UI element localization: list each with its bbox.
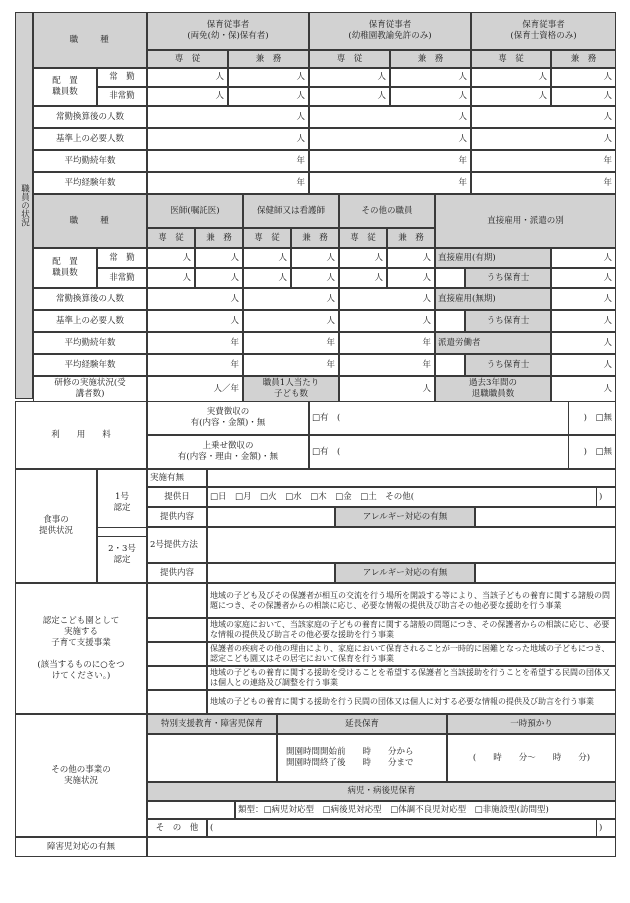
extra-fee-label: 上乗せ徴収の 有(内容・理由・金額)・無 [147, 435, 309, 469]
required-label-2: 基準上の必要人数 [33, 310, 147, 332]
count-cell[interactable]: 人 [551, 310, 616, 332]
year-cell[interactable]: 年 [339, 332, 435, 354]
direct-open-nursery-label: うち保育士 [465, 310, 551, 332]
count-cell[interactable]: 人 [291, 268, 339, 288]
special-support-value[interactable] [147, 734, 277, 782]
doctor-fulltime: 専 従 [147, 228, 195, 248]
year-cell[interactable]: 年 [243, 332, 339, 354]
cat-a-parttime: 兼 務 [228, 50, 309, 68]
direct-fixed-label: 直接雇用(有期) [435, 248, 551, 268]
support-item: 地域の子ども及びその保護者が相互の交流を行う場所を開設する等により、当該子どもの養育に関する諸般の問題につき、その保護者からの相談に応じ、必要な情報の提供及び助言その他必要な援助を行う事業 [207, 583, 616, 618]
doctor-parttime: 兼 務 [195, 228, 243, 248]
actual-fee-value[interactable]: □有 ( [309, 401, 569, 435]
other-program-close: ) [597, 819, 616, 837]
count-cell[interactable]: 人 [387, 268, 435, 288]
count-cell[interactable]: 人 [309, 106, 471, 128]
count-cell[interactable]: 人 [147, 288, 243, 310]
count-cell[interactable]: 人 [147, 106, 309, 128]
count-cell[interactable]: 人 [339, 310, 435, 332]
job-type-header: 職 種 [33, 12, 147, 68]
disabled-support-value[interactable] [147, 837, 616, 857]
count-cell[interactable]: 人 [387, 248, 435, 268]
support-item: 地域の子どもの養育に関する援助を行う民間の団体又は個人に対する必要な情報の提供及び助言を行う事業 [207, 690, 616, 714]
year-cell[interactable]: 年 [471, 150, 616, 172]
required-label: 基準上の必要人数 [33, 128, 147, 150]
direct-fixed-blank [435, 268, 465, 288]
count-cell[interactable]: 人 [339, 288, 435, 310]
cat-b-parttime: 兼 務 [390, 50, 471, 68]
count-cell[interactable]: 人 [551, 288, 616, 310]
direct-open-label: 直接雇用(無期) [435, 288, 551, 310]
other-program-value[interactable]: ( [207, 819, 597, 837]
year-cell[interactable]: 年 [309, 150, 471, 172]
count-cell[interactable]: 人 [228, 68, 309, 87]
doctor-header: 医師(嘱託医) [147, 194, 243, 228]
count-cell[interactable]: 人 [243, 248, 291, 268]
per-staff-children-cell[interactable]: 人 [339, 376, 435, 402]
cat-a-fulltime: 専 従 [147, 50, 228, 68]
grade23-label: 2・3号 認定 [97, 527, 147, 583]
grade2-method-value[interactable] [207, 527, 616, 563]
temporary-care-time[interactable]: ( 時 分～ 時 分) [447, 734, 616, 782]
nurse-fulltime: 専 従 [243, 228, 291, 248]
year-cell[interactable]: 年 [147, 150, 309, 172]
support-mark[interactable] [147, 618, 207, 642]
disabled-support-label: 障害児対応の有無 [15, 837, 147, 857]
nonregular-label-2: 非常勤 [97, 268, 147, 288]
count-cell[interactable]: 人 [390, 87, 471, 106]
extended-care-header: 延長保育 [277, 714, 447, 734]
extended-end: 開園時間終了後 時 分まで [286, 758, 414, 768]
actual-fee-none[interactable]: ) □無 [569, 401, 616, 435]
other-fulltime: 専 従 [339, 228, 387, 248]
year-cell[interactable]: 年 [147, 172, 309, 194]
cat-c-parttime: 兼 務 [551, 50, 616, 68]
sick-care-types[interactable]: 類型：□病児対応型 □病後児対応型 □体調不良児対応型 □非施設型(訪問型) [235, 801, 616, 819]
count-cell[interactable]: 人 [309, 68, 390, 87]
year-cell[interactable]: 年 [339, 354, 435, 376]
training-cell[interactable]: 人／年 [147, 376, 243, 402]
count-cell[interactable]: 人 [551, 248, 616, 268]
extra-fee-value[interactable]: □有 ( [309, 435, 569, 469]
count-cell[interactable]: 人 [195, 268, 243, 288]
count-cell[interactable]: 人 [551, 268, 616, 288]
meal-days-options[interactable]: □日 □月 □火 □水 □木 □金 □土 その他( [207, 487, 597, 507]
allergy-label-2: アレルギー対応の有無 [335, 563, 475, 583]
meal-content-value-2[interactable] [207, 563, 335, 583]
meal-days-label: 提供日 [147, 487, 207, 507]
count-cell[interactable]: 人 [291, 248, 339, 268]
cat-c-header: 保育従事者 (保育士資格のみ) [471, 12, 616, 50]
cat-b-header: 保育従事者 (幼稚園教諭免許のみ) [309, 12, 471, 50]
staff-side-label: 職員の状況 [15, 12, 33, 399]
count-cell[interactable]: 人 [147, 87, 228, 106]
support-mark[interactable] [147, 583, 207, 618]
count-cell[interactable]: 人 [195, 248, 243, 268]
year-cell[interactable]: 年 [243, 354, 339, 376]
placement-label: 配 置 職員数 [33, 68, 97, 106]
nonregular-label: 非常勤 [97, 87, 147, 106]
other-program-label: そ の 他 [147, 819, 207, 837]
count-cell[interactable]: 人 [551, 87, 616, 106]
support-mark[interactable] [147, 666, 207, 690]
regular-label-2: 常 勤 [97, 248, 147, 268]
count-cell[interactable]: 人 [147, 128, 309, 150]
fees-label: 利 用 料 [15, 401, 147, 469]
count-cell[interactable]: 人 [309, 128, 471, 150]
count-cell[interactable]: 人 [339, 248, 387, 268]
allergy-value-2[interactable] [475, 563, 616, 583]
per-staff-children-label: 職員1人当たり 子ども数 [243, 376, 339, 402]
support-item: 保護者の疾病その他の理由により、家庭において保育されることが一時的に困難となった地域の子どもにつき、認定こども園又はその居宅において保育を行う事業 [207, 642, 616, 666]
other-staff-header: その他の職員 [339, 194, 435, 228]
count-cell[interactable]: 人 [243, 288, 339, 310]
fte-label: 常勤換算後の人数 [33, 106, 147, 128]
other-parttime: 兼 務 [387, 228, 435, 248]
cat-a-header: 保育従事者 (両免(幼・保)保有者) [147, 12, 309, 50]
fte-label-2: 常勤換算後の人数 [33, 288, 147, 310]
employ-header: 直接雇用・派遣の別 [435, 194, 616, 248]
avg-exp-label-2: 平均経験年数 [33, 354, 147, 376]
extra-fee-none[interactable]: ) □無 [569, 435, 616, 469]
cat-b-fulltime: 専 従 [309, 50, 390, 68]
count-cell[interactable]: 人 [228, 87, 309, 106]
meal-provided-value[interactable] [207, 469, 616, 487]
job-type-header-2: 職 種 [33, 194, 147, 248]
meal-days-close: ) [597, 487, 616, 507]
special-support-header: 特別支援教育・障害児保育 [147, 714, 277, 734]
retired-cell[interactable]: 人 [551, 376, 616, 402]
year-cell[interactable]: 年 [471, 172, 616, 194]
sick-care-mark[interactable] [147, 801, 235, 819]
count-cell[interactable]: 人 [551, 354, 616, 376]
temporary-care-header: 一時預かり [447, 714, 616, 734]
meal-provided-label: 実施有無 [147, 469, 207, 487]
count-cell[interactable]: 人 [147, 248, 195, 268]
avg-exp-label: 平均経験年数 [33, 172, 147, 194]
sick-care-header: 病児・病後児保育 [147, 782, 616, 801]
allergy-value[interactable] [475, 507, 616, 527]
count-cell[interactable]: 人 [147, 310, 243, 332]
direct-open-blank [435, 310, 465, 332]
support-item: 地域の家庭において、当該家庭の子どもの養育に関する諸般の問題につき、その保護者からの相談に応じ、必要な情報の提供及び助言その他必要な援助を行う事業 [207, 618, 616, 642]
allergy-label: アレルギー対応の有無 [335, 507, 475, 527]
count-cell[interactable]: 人 [390, 68, 471, 87]
count-cell[interactable]: 人 [309, 87, 390, 106]
count-cell[interactable]: 人 [339, 268, 387, 288]
count-cell[interactable]: 人 [471, 87, 551, 106]
extended-start: 開園時間開始前 時 分から [286, 747, 414, 757]
direct-fixed-nursery-label: うち保育士 [465, 268, 551, 288]
dispatch-nursery-label: うち保育士 [465, 354, 551, 376]
meal-content-label-2: 提供内容 [147, 563, 207, 583]
support-label: 認定こども園として 実施する 子育て支援事業 (該当するものに○をつ けてください。) [15, 583, 147, 714]
count-cell[interactable]: 人 [471, 68, 551, 87]
count-cell[interactable]: 人 [243, 268, 291, 288]
count-cell[interactable]: 人 [471, 106, 616, 128]
other-programs-label: その他の事業の 実施状況 [15, 714, 147, 837]
regular-label: 常 勤 [97, 68, 147, 87]
cat-c-fulltime: 専 従 [471, 50, 551, 68]
year-cell[interactable]: 年 [147, 354, 243, 376]
avg-years-label: 平均勤続年数 [33, 150, 147, 172]
meals-label: 食事の 提供状況 [15, 469, 97, 583]
count-cell[interactable]: 人 [471, 128, 616, 150]
nurse-header: 保健師又は看護師 [243, 194, 339, 228]
count-cell[interactable]: 人 [551, 332, 616, 354]
meal-content-label: 提供内容 [147, 507, 207, 527]
count-cell[interactable]: 人 [551, 68, 616, 87]
retired-label: 過去3年間の 退職職員数 [435, 376, 551, 402]
count-cell[interactable]: 人 [147, 68, 228, 87]
year-cell[interactable]: 年 [309, 172, 471, 194]
support-mark[interactable] [147, 690, 207, 714]
placement-label-2: 配 置 職員数 [33, 248, 97, 288]
facility-form-table [15, 12, 616, 857]
training-label: 研修の実施状況(受 講者数) [33, 376, 147, 402]
avg-years-label-2: 平均勤続年数 [33, 332, 147, 354]
support-item: 地域の子どもの養育に関する援助を受けることを希望する保護者と当該援助を行うことを希望する民間の団体又は個人との連絡及び調整を行う事業 [207, 666, 616, 690]
count-cell[interactable]: 人 [243, 310, 339, 332]
nurse-parttime: 兼 務 [291, 228, 339, 248]
year-cell[interactable]: 年 [147, 332, 243, 354]
extended-care-times[interactable] [277, 734, 447, 782]
actual-fee-label: 実費徴収の 有(内容・金額)・無 [147, 401, 309, 435]
grade1-label: 1号 認定 [97, 469, 147, 537]
grade2-method-label: 2号提供方法 [147, 527, 207, 563]
dispatch-label: 派遣労働者 [435, 332, 551, 354]
support-mark[interactable] [147, 642, 207, 666]
dispatch-blank [435, 354, 465, 376]
count-cell[interactable]: 人 [147, 268, 195, 288]
meal-content-value[interactable] [207, 507, 335, 527]
